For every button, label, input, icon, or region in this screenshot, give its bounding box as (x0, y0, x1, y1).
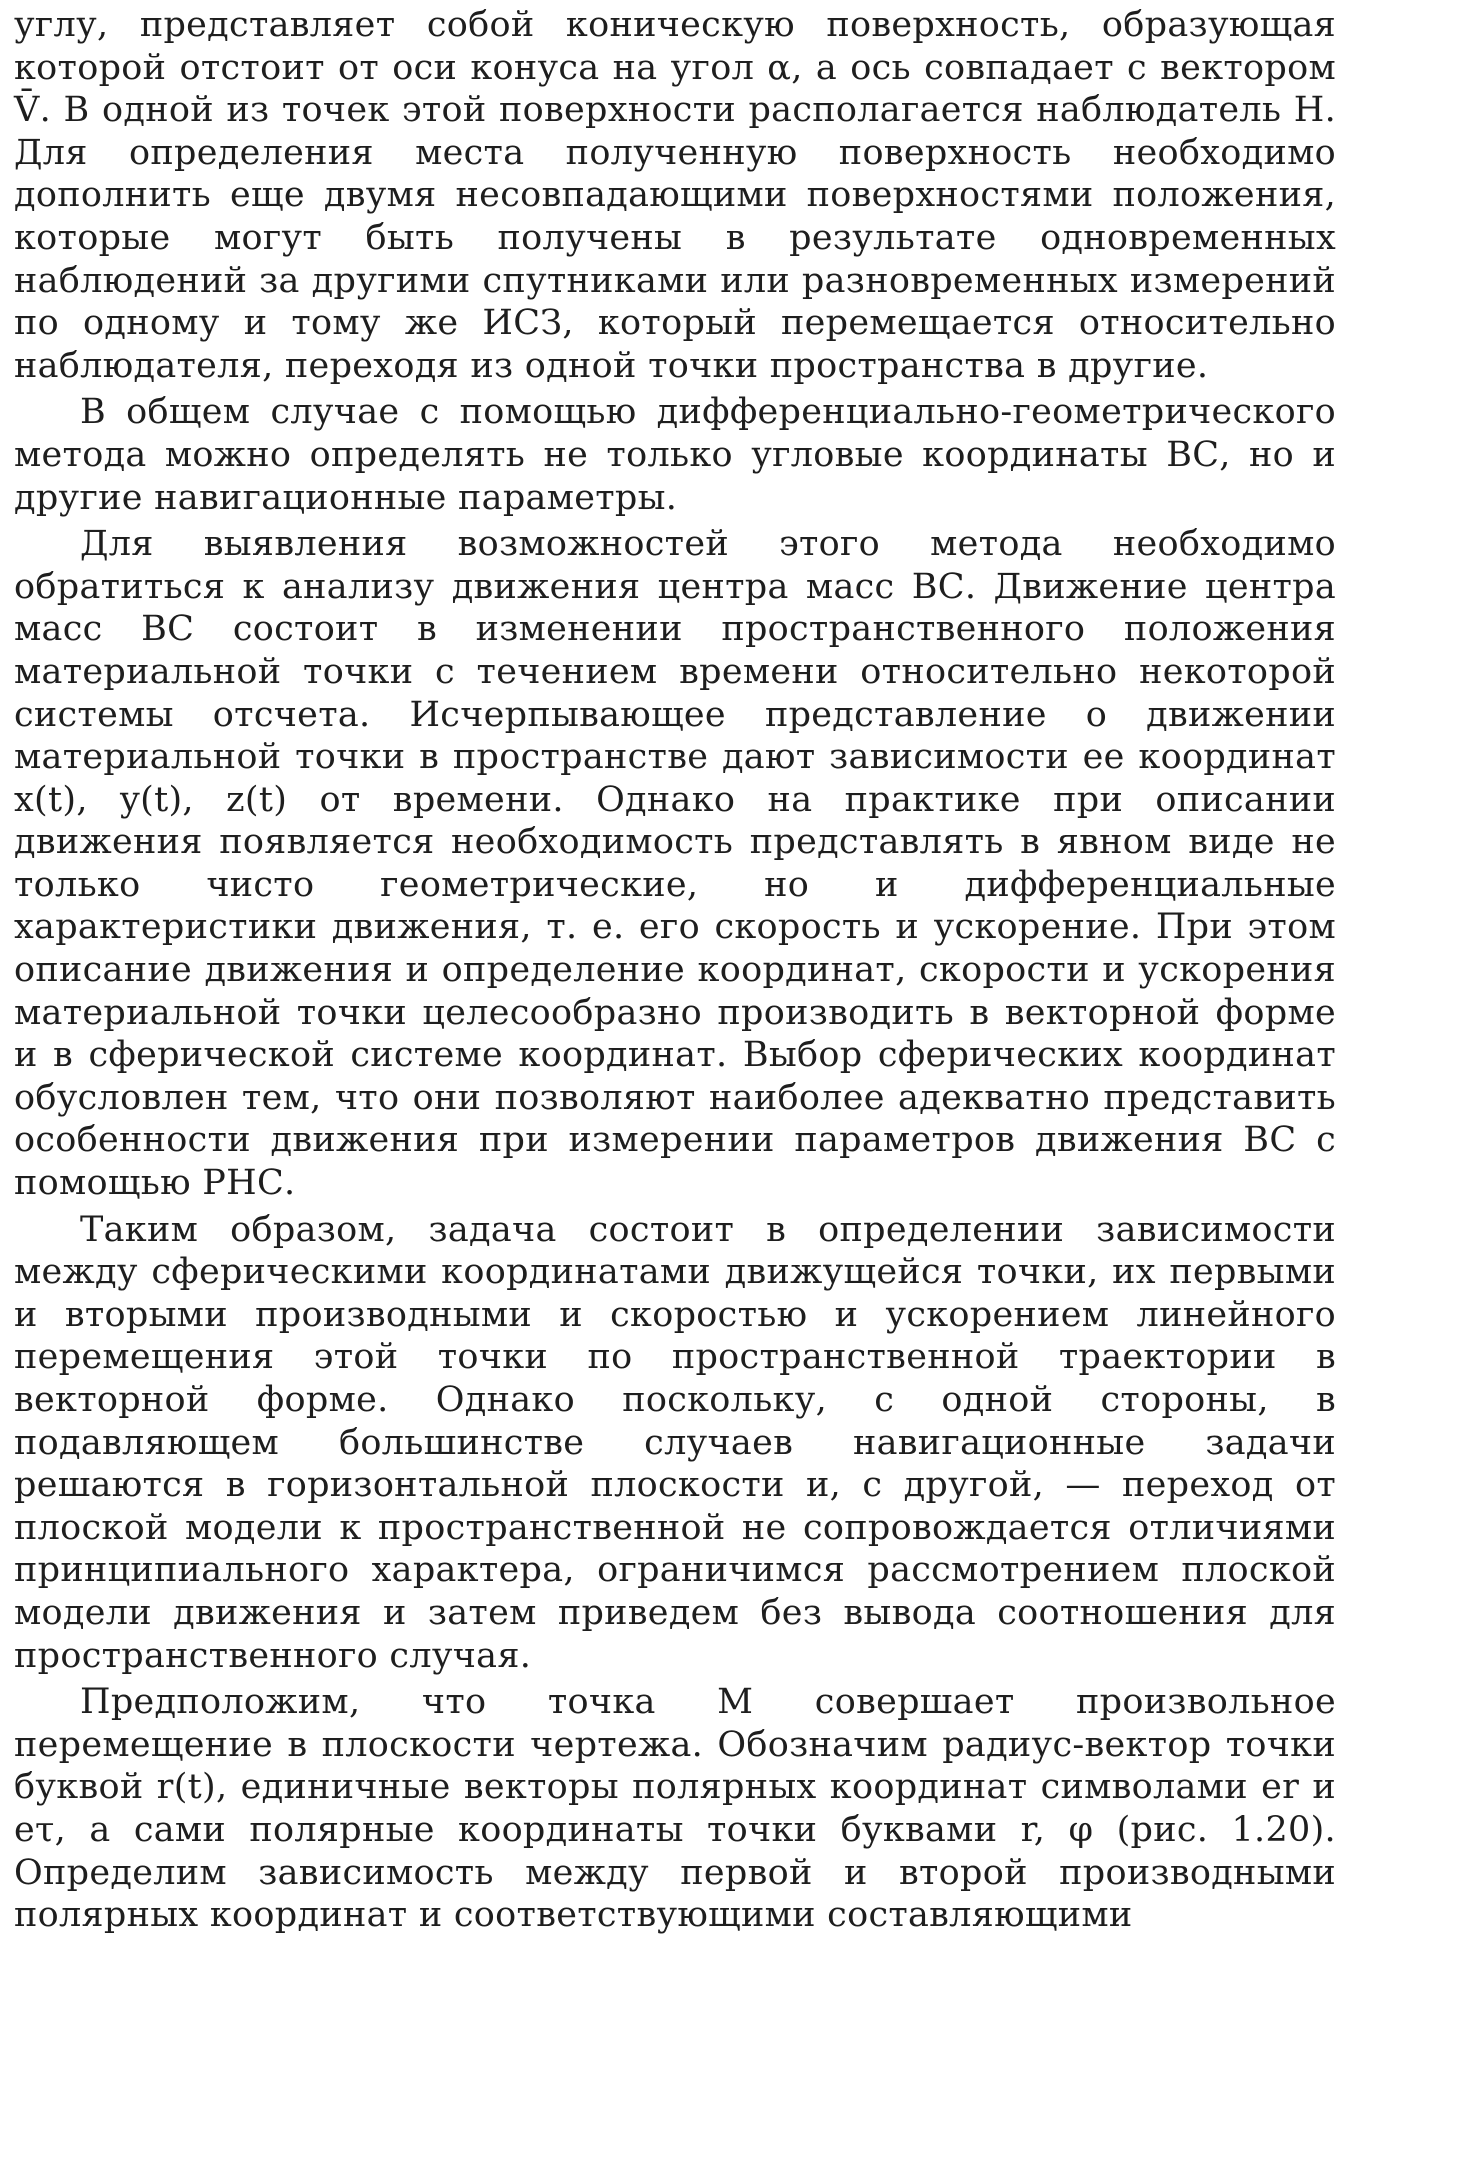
paragraph-1: углу, представляет собой коническую поверхность, образующая которой отстоит от оси конуса на угол α, а ось совпадает с вектором V̄. В одной из точек этой поверхности располагается наблюдатель H. Для определения места полученную поверхность необходимо дополнить еще двумя несовпадающими поверхностями положения, которые могут быть получены в результате одновременных наблюдений за другими спутниками или разновременных измерений по одному и тому же ИСЗ, который перемещается относительно наблюдателя, переходя из одной точки пространства в другие. (14, 5, 1336, 386)
paragraph-5: Предположим, что точка M совершает произвольное перемещение в плоскости чертежа. Обозначим радиус-вектор точки буквой r(t), единичные векторы полярных координат символами er и eτ, а сами полярные координаты точки буквами r, φ (рис. 1.20). Определим зависимость между первой и второй производными полярных координат и соответствующими составляющими (14, 1682, 1336, 1936)
paragraph-2: В общем случае с помощью дифференциально-геометрического метода можно определять не только угловые координаты ВС, но и другие навигационные параметры. (14, 392, 1336, 518)
paragraph-3: Для выявления возможностей этого метода необходимо обратиться к анализу движения центра масс ВС. Движение центра масс ВС состоит в изменении пространственного положения материальной точки с течением времени относительно некоторой системы отсчета. Исчерпывающее представление о движении материальной точки в пространстве дают зависимости ее координат x(t), y(t), z(t) от времени. Однако на практике при описании движения появляется необходимость представлять в явном виде не только чисто геометрические, но и дифференциальные характеристики движения, т. е. его скорость и ускорение. При этом описание движения и определение координат, скорости и ускорения материальной точки целесообразно производить в векторной форме и в сферической системе координат. Выбор сферических координат обусловлен тем, что они позволяют наиболее адекватно представить особенности движения при измерении параметров движения ВС с помощью РНС. (14, 524, 1336, 1204)
document-page (14, 4, 1336, 1937)
paragraph-4: Таким образом, задача состоит в определении зависимости между сферическими координатами движущейся точки, их первыми и вторыми производными и скоростью и ускорением линейного перемещения этой точки по пространственной траектории в векторной форме. Однако поскольку, с одной стороны, в подавляющем большинстве случаев навигационные задачи решаются в горизонтальной плоскости и, с другой, — переход от плоской модели к пространственной не сопровождается отличиями принципиального характера, ограничимся рассмотрением плоской модели движения и затем приведем без вывода соотношения для пространственного случая. (14, 1209, 1336, 1676)
blank-page-margin (0, 2000, 1467, 2165)
